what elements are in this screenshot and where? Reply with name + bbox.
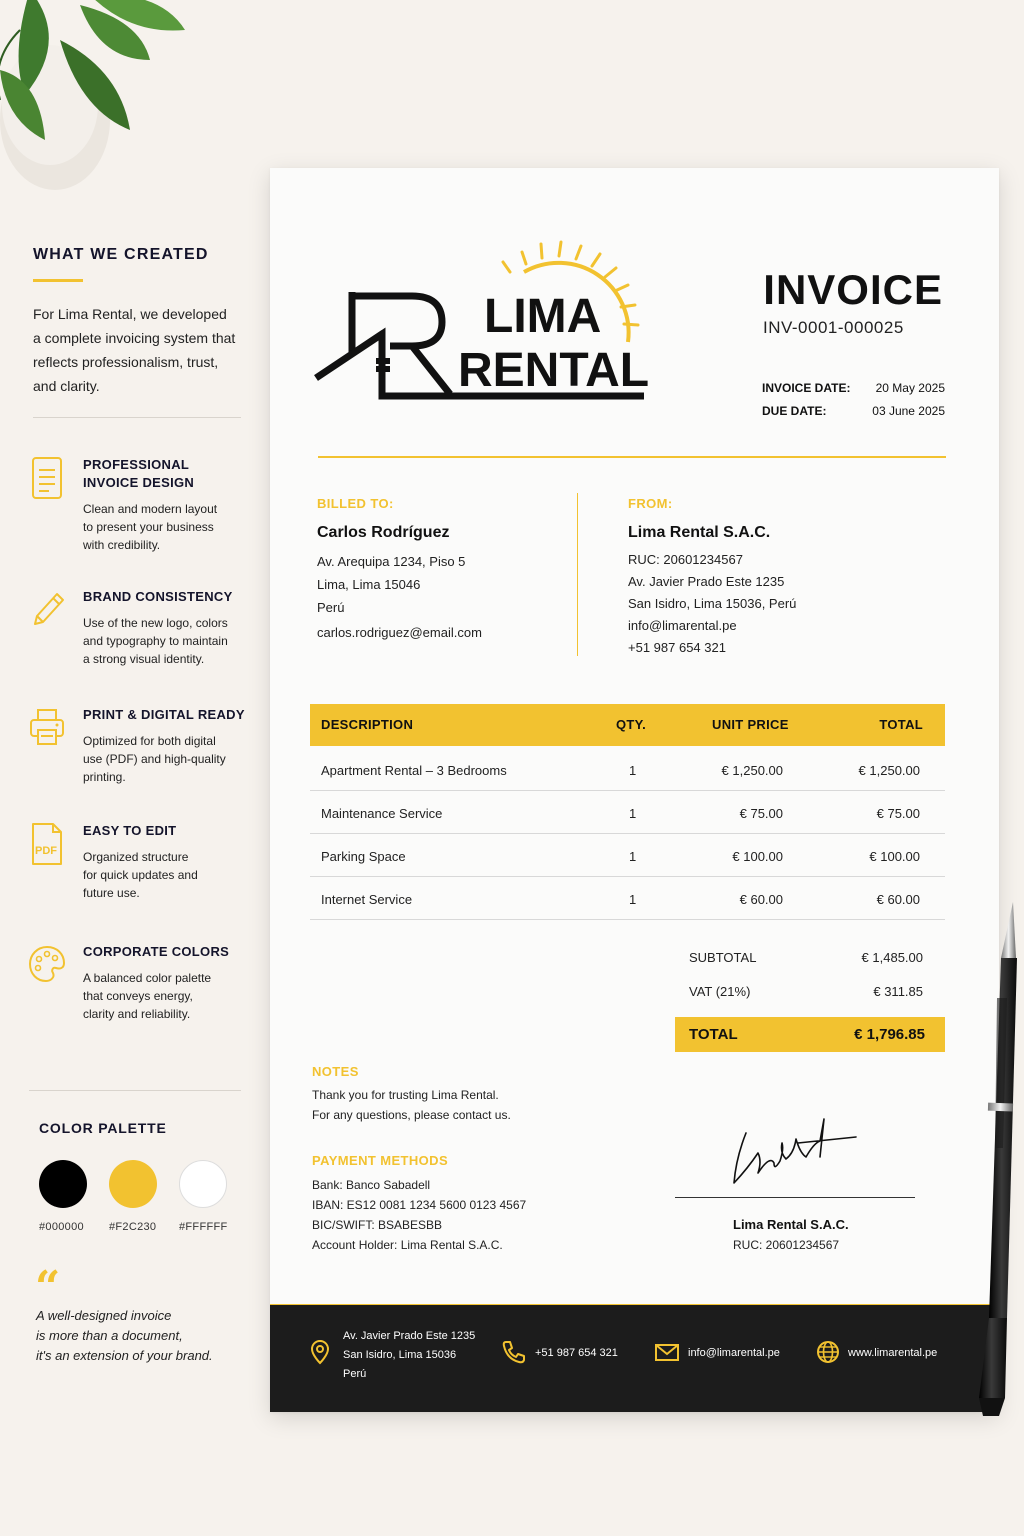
palette-title: COLOR PALETTE [39,1120,167,1136]
invoice-date-value: 20 May 2025 [875,381,945,395]
from-phone: +51 987 654 321 [628,640,726,655]
feature-title: CORPORATE COLORS [83,944,230,959]
sidebar-intro: For Lima Rental, we developed a complete invoicing system that reflects professionalism, trust, and clarity. [33,306,236,394]
footer-address: Av. Javier Prado Este 1235 San Isidro, Lima 15036 Perú [343,1330,476,1380]
feature-description: A balanced color palette that conveys energy, clarity and reliability. [83,971,212,1021]
row-qty: 1 [629,806,637,821]
header-description: DESCRIPTION [321,717,414,732]
swatch-white [179,1160,227,1208]
subtotal-value: € 1,485.00 [861,950,923,965]
header-unit-price: UNIT PRICE [712,717,789,732]
swatch-label: #F2C230 [109,1221,157,1233]
svg-text:RENTAL: RENTAL [458,344,650,397]
location-pin-icon [307,1339,333,1365]
table-header [310,704,945,746]
billed-to-email: carlos.rodriguez@email.com [317,625,482,640]
row-total: € 75.00 [876,806,920,821]
billed-to-line: Perú [317,600,345,615]
pencil-icon [27,588,67,632]
document-icon [27,456,67,500]
row-description: Internet Service [321,892,413,907]
table-row [310,834,945,877]
row-unit-price: € 1,250.00 [721,763,783,778]
row-total: € 60.00 [876,892,920,907]
from-label: FROM: [628,496,673,511]
title-underline [33,279,83,282]
feature-description: Use of the new logo, colors and typography to maintain a strong visual identity. [83,616,228,666]
column-divider [577,493,578,656]
table-row [310,748,945,791]
feature-description: Optimized for both digital use (PDF) and high-quality printing. [83,734,226,784]
divider [29,1090,241,1091]
row-description: Maintenance Service [321,806,443,821]
row-description: Parking Space [321,849,406,864]
quote-mark: “ [35,1262,61,1313]
notes-line: For any questions, please contact us. [312,1108,511,1122]
swatch-black [39,1160,87,1208]
table-row [310,791,945,834]
pen-decoration [955,898,1024,1418]
header-qty: QTY. [616,717,647,732]
swatch-yellow [109,1160,157,1208]
swatch-label: #FFFFFF [179,1221,228,1233]
vat-value: € 311.85 [873,984,923,999]
row-unit-price: € 75.00 [739,806,783,821]
subtotal-label: SUBTOTAL [689,950,757,965]
grand-total [675,1017,945,1052]
row-total: € 1,250.00 [858,763,920,778]
feature-title: PRINT & DIGITAL READY [83,707,245,722]
signature [728,1113,858,1193]
sidebar-title: WHAT WE CREATED [33,246,209,263]
footer-phone: +51 987 654 321 [535,1347,618,1359]
signatory-ruc: RUC: 20601234567 [733,1238,840,1252]
row-qty: 1 [629,849,637,864]
notes-label: NOTES [312,1064,359,1079]
due-date-label: DUE DATE: [762,404,827,418]
from-line: Av. Javier Prado Este 1235 [628,574,785,589]
row-qty: 1 [629,763,637,778]
notes-line: Thank you for trusting Lima Rental. [312,1088,499,1102]
from-name: Lima Rental S.A.C. [628,524,771,541]
feature-description: Organized structure for quick updates and future use. [83,850,198,900]
email-icon [654,1339,680,1365]
invoice-title: INVOICE [763,266,943,313]
billed-to-name: Carlos Rodríguez [317,524,450,541]
vat-label: VAT (21%) [689,984,751,999]
signatory-name: Lima Rental S.A.C. [733,1217,849,1232]
from-line: RUC: 20601234567 [628,552,743,567]
divider [33,417,241,418]
table-row [310,877,945,920]
from-line: San Isidro, Lima 15036, Perú [628,596,797,611]
total-label: TOTAL [689,1026,738,1043]
total-value: € 1,796.85 [854,1026,925,1043]
row-unit-price: € 60.00 [739,892,783,907]
header-total: TOTAL [879,717,923,732]
billed-to-line: Av. Arequipa 1234, Piso 5 [317,554,466,569]
billed-to-line: Lima, Lima 15046 [317,577,421,592]
footer-website: www.limarental.pe [848,1347,938,1359]
pdf-file-icon [27,822,67,866]
row-description: Apartment Rental – 3 Bedrooms [321,763,507,778]
payment-line: BIC/SWIFT: BSABESBB [312,1218,443,1232]
invoice-footer [270,1305,999,1412]
due-date-value: 03 June 2025 [872,404,945,418]
invoice-number: INV-0001-000025 [763,318,904,337]
printer-icon [27,706,67,750]
invoice-date-label: INVOICE DATE: [762,381,851,395]
phone-icon [501,1339,527,1365]
row-unit-price: € 100.00 [732,849,783,864]
billed-to-label: BILLED TO: [317,496,394,511]
quote-text: A well-designed invoice is more than a document, it's an extension of your brand. [36,1308,213,1363]
from-email: info@limarental.pe [628,618,737,633]
header-divider [318,456,946,458]
lima-rental-logo [312,234,652,406]
feature-title: BRAND CONSISTENCY [83,589,233,604]
signature-line [675,1197,915,1198]
row-qty: 1 [629,892,637,907]
footer-email: info@limarental.pe [688,1347,780,1359]
row-total: € 100.00 [869,849,920,864]
feature-description: Clean and modern layout to present your business with credibility. [83,502,218,552]
payment-methods-label: PAYMENT METHODS [312,1153,449,1168]
payment-line: Bank: Banco Sabadell [312,1178,431,1192]
palette-icon [27,943,67,987]
invoice-document [270,168,999,1412]
feature-title: PROFESSIONAL INVOICE DESIGN [83,457,195,490]
payment-line: Account Holder: Lima Rental S.A.C. [312,1238,503,1252]
swatch-label: #000000 [39,1221,84,1233]
globe-icon [815,1339,841,1365]
plant-decoration [0,0,190,190]
svg-text:PDF: PDF [35,845,57,857]
payment-line: IBAN: ES12 0081 1234 5600 0123 4567 [312,1198,527,1212]
svg-text:LIMA: LIMA [484,290,602,343]
feature-title: EASY TO EDIT [83,823,177,838]
